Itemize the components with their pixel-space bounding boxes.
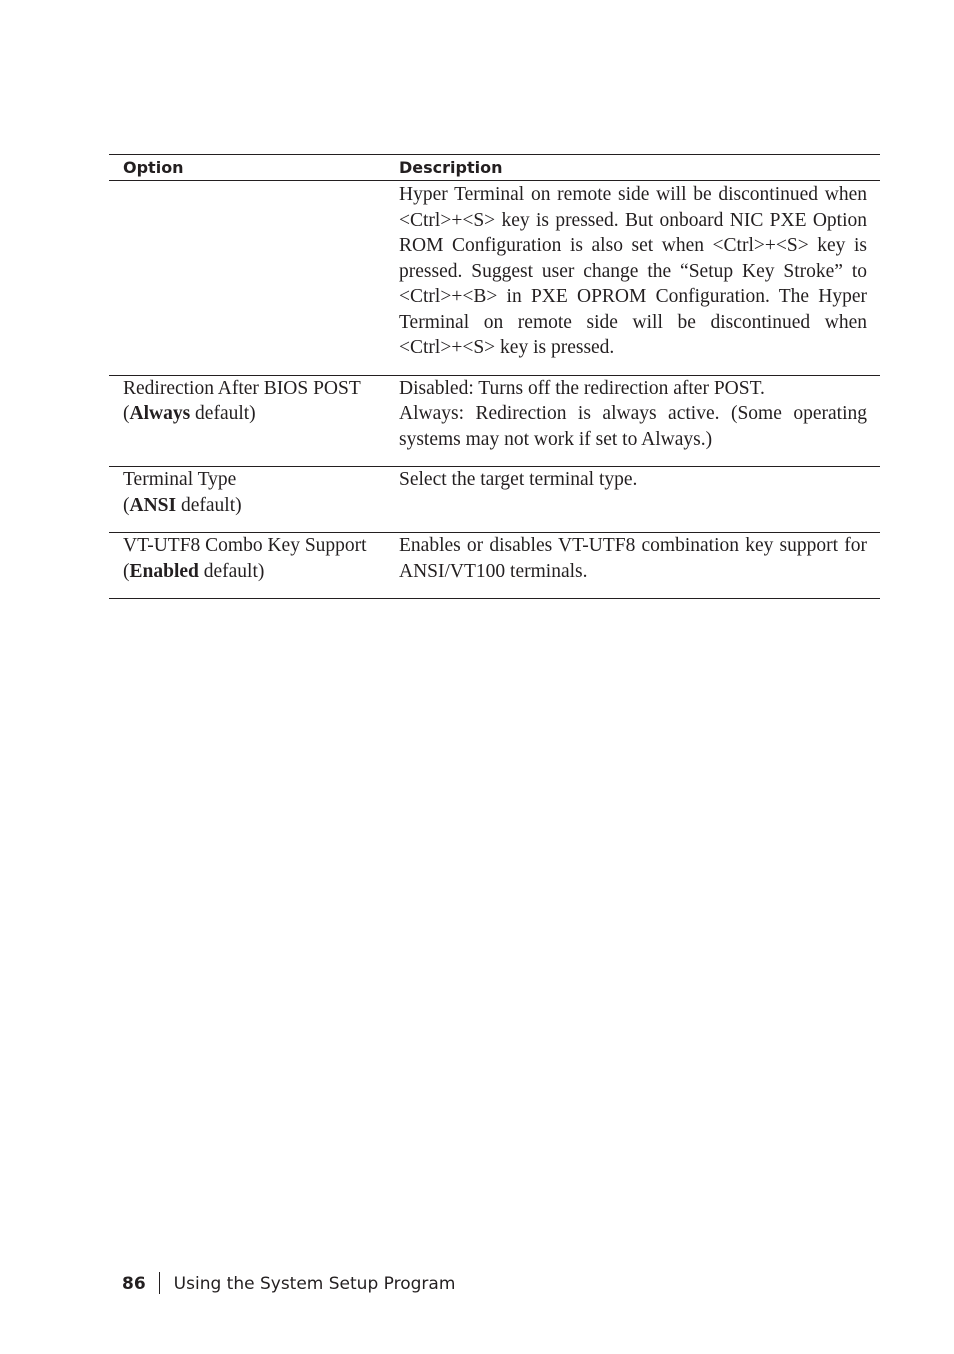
description-text: Select the target terminal type. [399, 469, 638, 490]
description-text: Enables or disables VT-UTF8 combination key support for ANSI/VT100 terminals. [399, 535, 867, 582]
option-name: Redirection After BIOS POST [123, 377, 361, 399]
table-row [109, 467, 880, 533]
option-default: (Always default) [123, 403, 256, 424]
default-value: Enabled [129, 560, 199, 582]
description-text: Disabled: Turns off the redirection after POST. [399, 377, 765, 399]
description-cell [385, 181, 880, 376]
option-cell [109, 533, 385, 599]
footer-section-title: Using the System Setup Program [173, 1274, 456, 1294]
footer-divider [159, 1272, 160, 1294]
table-row [109, 181, 880, 376]
description-text: Hyper Terminal on remote side will be discontinued when <Ctrl>+<S> key is pressed. But onboard NIC PXE Option ROM Configuration is also set when <Ctrl>+<S> key is pressed. Suggest user change the “Setup Key Stroke” to <Ctrl>+<B> in PXE OPROM Configuration. The Hyper Terminal on remote side will be discontinued when <Ctrl>+<S> key is pressed. [399, 184, 867, 358]
default-value: Always [129, 403, 191, 424]
description-cell [385, 467, 880, 533]
option-default: (ANSI default) [123, 494, 242, 516]
option-name: VT-UTF8 Combo Key Support [123, 535, 367, 556]
options-table [109, 154, 880, 599]
option-default: (Enabled default) [123, 560, 265, 582]
option-cell [109, 375, 385, 467]
page-number: 86 [122, 1274, 146, 1294]
option-cell [109, 181, 385, 376]
header-description: Description [385, 155, 880, 181]
header-option: Option [109, 155, 385, 181]
description-cell [385, 375, 880, 467]
default-value: ANSI [129, 494, 177, 516]
description-cell [385, 533, 880, 599]
page-footer [122, 1271, 455, 1297]
table-header-row [109, 155, 880, 181]
option-cell [109, 467, 385, 533]
table-row [109, 375, 880, 467]
description-text: Always: Redirection is always active. (Some operating systems may not work if set to Always.) [399, 403, 867, 450]
option-name: Terminal Type [123, 469, 237, 490]
table-row [109, 533, 880, 599]
